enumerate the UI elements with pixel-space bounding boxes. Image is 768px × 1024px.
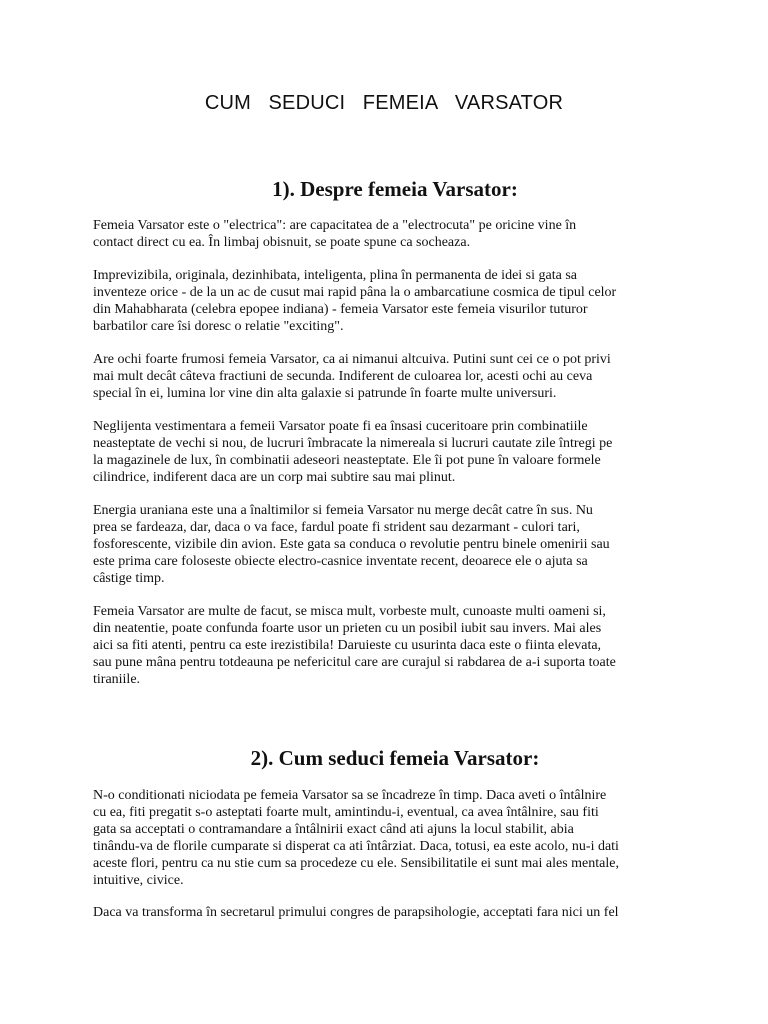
- text-line: N-o conditionati niciodata pe femeia Varsator sa se încadreze în timp. Daca aveti o întâlnire: [93, 788, 607, 803]
- text-line: aici sa fiti atenti, pentru ca este irezistibila! Daruieste cu usurinta daca este o fiinta elevata,: [93, 638, 602, 653]
- paragraph: [93, 418, 683, 486]
- text-line: Femeia Varsator este o "electrica": are capacitatea de a "electrocuta" pe oricine vine în: [93, 218, 577, 233]
- text-line: special în ei, lumina lor vine din alta galaxie si patrunde în foarte multe universuri.: [93, 386, 557, 401]
- text-line: la magazinele de lux, în combinatii adeseori neasteptate. Ele îi pot pune în valoare formele: [93, 453, 601, 468]
- text-line: tiraniile.: [93, 672, 141, 687]
- paragraph: [93, 267, 683, 335]
- text-line: tinându-va de florile cumparate si disperat ca ati întârziat. Daca, totusi, ea este acolo, nu-i dati: [93, 839, 619, 854]
- paragraph: [93, 787, 683, 889]
- text-line: Daca va transforma în secretarul primului congres de parapsihologie, acceptati fara nici un fel: [93, 905, 619, 920]
- text-line: Femeia Varsator are multe de facut, se misca mult, vorbeste mult, cunoaste multi oameni si,: [93, 604, 606, 619]
- text-line: Imprevizibila, originala, dezinhibata, inteligenta, plina în permanenta de idei si gata sa: [93, 268, 577, 283]
- text-line: inventeze orice - de la un ac de cusut mai rapid pâna la o ambarcatiune cosmica de tipul celor: [93, 285, 617, 300]
- text-line: fosforescente, vizibile din avion. Este gata sa conduca o revolutie pentru binele omenirii sau: [93, 537, 610, 552]
- paragraph: [93, 351, 683, 402]
- text-line: contact direct cu ea. În limbaj obisnuit, se poate spune ca socheaza.: [93, 235, 471, 250]
- text-line: din neatentie, poate confunda foarte usor un prieten cu un posibil iubit sau invers. Mai ales: [93, 621, 602, 636]
- text-line: este prima care foloseste obiecte electro-casnice inventate recent, deoarece ele o ajuta sa: [93, 554, 588, 569]
- text-line: barbatilor care îsi doresc o relatie "exciting".: [93, 319, 344, 334]
- paragraph: [93, 603, 683, 688]
- text-line: aceste flori, pentru ca nu stie cum sa procedeze cu ele. Sensibilitatile ei sunt mai ales mentale,: [93, 856, 619, 871]
- text-line: Energia uraniana este una a înaltimilor si femeia Varsator nu merge decât catre în sus. Nu: [93, 503, 593, 518]
- section-heading-despre: 1). Despre femeia Varsator:: [272, 177, 518, 201]
- text-line: din Mahabharata (celebra epopee indiana) - femeia Varsator este femeia visurilor tuturor: [93, 302, 588, 317]
- text-line: cilindrice, indiferent daca are un corp mai subtire sau mai plinut.: [93, 470, 456, 485]
- text-line: gata sa acceptati o contramandare a întâlnirii exact când ati ajuns la locul stabilit, abia: [93, 822, 574, 837]
- section-heading-cum-seduci: 2). Cum seduci femeia Varsator:: [250, 746, 540, 770]
- text-line: prea se fardeaza, dar, daca o va face, fardul poate fi strident sau dezarmant - culori tari,: [93, 520, 580, 535]
- text-line: mai mult decât câteva fractiuni de secunda. Indiferent de culoarea lor, acesti ochi au ceva: [93, 369, 593, 384]
- text-line: Neglijenta vestimentara a femeii Varsator poate fi ea însasi cuceritoare prin combinatiile: [93, 419, 588, 434]
- text-line: sau pune mâna pentru totdeauna pe nefericitul care are curajul si rabdarea de a-i suporta toate: [93, 655, 616, 670]
- text-line: cu ea, fiti pregatit s-o asteptati foarte mult, amintindu-i, eventual, ca avea întâlnire, sau fiti: [93, 805, 599, 820]
- paragraph: [93, 904, 683, 921]
- text-line: intuitive, civice.: [93, 873, 184, 888]
- paragraph: [93, 502, 683, 587]
- text-line: Are ochi foarte frumosi femeia Varsator, ca ai nimanui altcuiva. Putini sunt cei ce o pot privi: [93, 352, 611, 367]
- paragraph: [93, 217, 683, 251]
- text-line: neasteptate de vechi si nou, de lucruri îmbracate la nimereala si lucruri cautate zile întregi pe: [93, 436, 613, 451]
- document-title: CUM SEDUCI FEMEIA VARSATOR: [204, 92, 564, 114]
- text-line: câstige timp.: [93, 571, 165, 586]
